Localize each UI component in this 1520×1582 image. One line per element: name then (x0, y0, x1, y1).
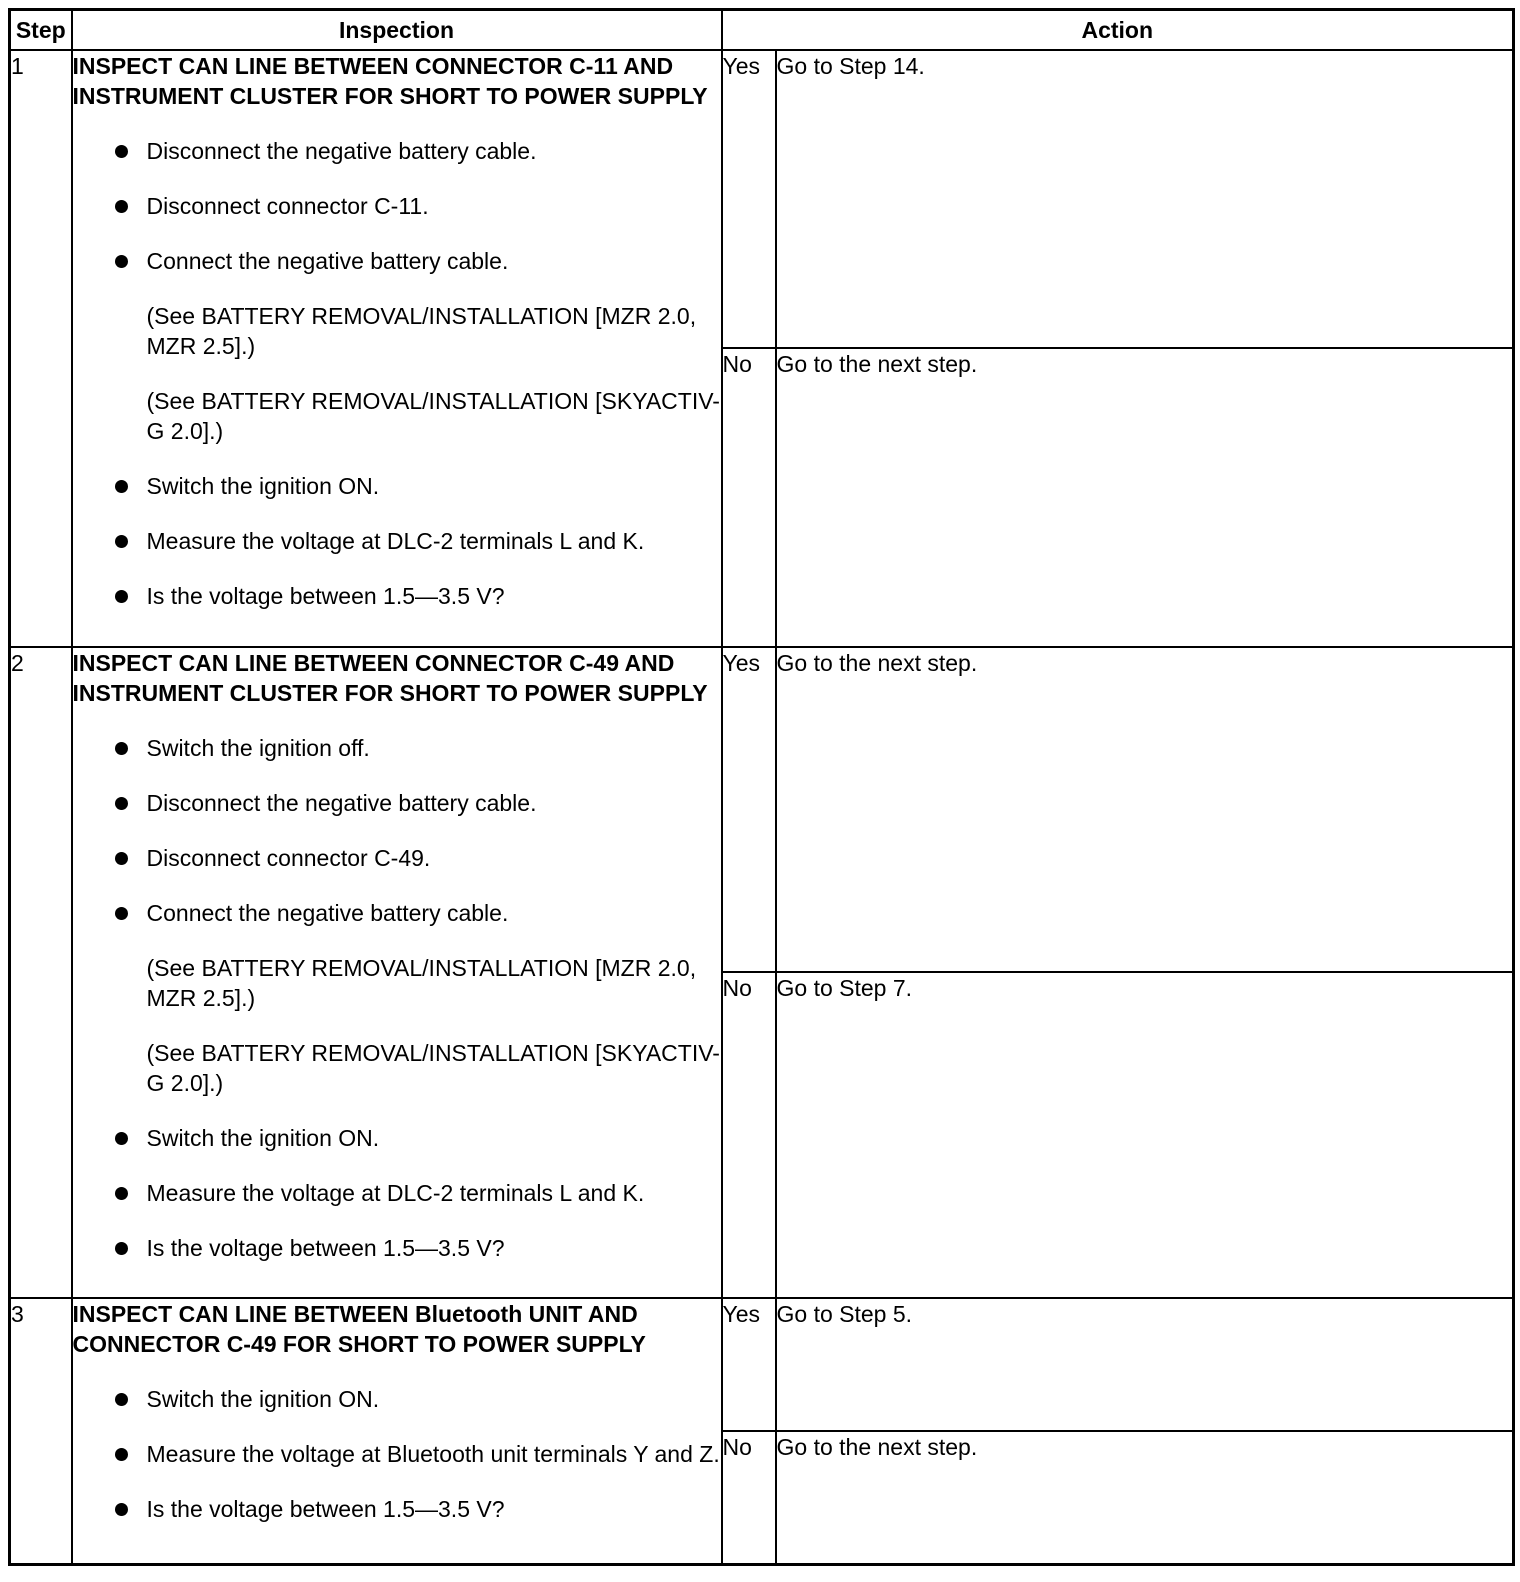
step-number: 2 (10, 647, 72, 1298)
bullet-dot-icon (115, 200, 128, 213)
bullet-item (73, 136, 721, 166)
yes-action: Go to Step 14. (776, 50, 1514, 348)
bullet-item (73, 733, 721, 763)
inspection-steps-list (73, 1384, 721, 1524)
item-text: Is the voltage between 1.5—3.5 V? (146, 583, 505, 609)
bullet-item (73, 1178, 721, 1208)
item-text: Is the voltage between 1.5—3.5 V? (146, 1496, 505, 1522)
bullet-item (73, 526, 721, 556)
item-text: (See BATTERY REMOVAL/INSTALLATION [MZR 2.0, MZR 2.5].) (146, 303, 697, 359)
diagnostic-procedure-table (8, 8, 1515, 1566)
yes-label: Yes (722, 1298, 776, 1431)
bullet-item (73, 898, 721, 928)
item-text: Measure the voltage at Bluetooth unit terminals Y and Z. (146, 1441, 720, 1467)
bullet-dot-icon (115, 1503, 128, 1516)
step-column-header: Step (10, 10, 72, 51)
no-label: No (722, 348, 776, 647)
bullet-dot-icon (115, 480, 128, 493)
reference-note (73, 386, 721, 446)
bullet-dot-icon (115, 1242, 128, 1255)
bullet-dot-icon (115, 742, 128, 755)
inspection-steps-list (73, 733, 721, 1263)
no-action: Go to Step 7. (776, 972, 1514, 1298)
yes-action: Go to the next step. (776, 647, 1514, 972)
bullet-dot-icon (115, 1393, 128, 1406)
reference-note (73, 1038, 721, 1098)
yes-action: Go to Step 5. (776, 1298, 1514, 1431)
bullet-item (73, 1233, 721, 1263)
bullet-item (73, 1494, 721, 1524)
bullet-dot-icon (115, 590, 128, 603)
item-text: (See BATTERY REMOVAL/INSTALLATION [MZR 2.0, MZR 2.5].) (146, 955, 697, 1011)
item-text: Switch the ignition ON. (146, 1125, 380, 1151)
no-action: Go to the next step. (776, 1431, 1514, 1564)
no-action: Go to the next step. (776, 348, 1514, 647)
step-yes-row (10, 50, 1514, 348)
item-text: Switch the ignition ON. (146, 473, 380, 499)
bullet-item (73, 1123, 721, 1153)
bullet-dot-icon (115, 1187, 128, 1200)
yes-label: Yes (722, 647, 776, 972)
bullet-item (73, 1384, 721, 1414)
bullet-item (73, 471, 721, 501)
item-text: Connect the negative battery cable. (146, 900, 509, 926)
bullet-dot-icon (115, 535, 128, 548)
bullet-item (73, 246, 721, 276)
bullet-item (73, 191, 721, 221)
no-label: No (722, 972, 776, 1298)
item-text: Switch the ignition ON. (146, 1386, 380, 1412)
inspection-column-header: Inspection (72, 10, 722, 51)
item-text: Is the voltage between 1.5—3.5 V? (146, 1235, 505, 1261)
item-text: Measure the voltage at DLC-2 terminals L and K. (146, 1180, 645, 1206)
bullet-dot-icon (115, 852, 128, 865)
item-text: (See BATTERY REMOVAL/INSTALLATION [SKYACTIV-G 2.0].) (146, 1040, 720, 1096)
inspection-title: INSPECT CAN LINE BETWEEN CONNECTOR C-49 AND INSTRUMENT CLUSTER FOR SHORT TO POWER SUPPLY (72, 650, 708, 706)
bullet-dot-icon (115, 145, 128, 158)
bullet-item (73, 1439, 721, 1469)
inspection-cell (72, 647, 722, 1298)
reference-note (73, 301, 721, 361)
item-text: Disconnect the negative battery cable. (146, 790, 537, 816)
item-text: Switch the ignition off. (146, 735, 370, 761)
bullet-item (73, 581, 721, 611)
bullet-dot-icon (115, 1448, 128, 1461)
item-text: Measure the voltage at DLC-2 terminals L and K. (146, 528, 645, 554)
item-text: Connect the negative battery cable. (146, 248, 509, 274)
item-text: Disconnect the negative battery cable. (146, 138, 537, 164)
inspection-cell (72, 1298, 722, 1564)
bullet-item (73, 788, 721, 818)
table-body (10, 50, 1514, 1564)
no-label: No (722, 1431, 776, 1564)
bullet-dot-icon (115, 1132, 128, 1145)
bullet-dot-icon (115, 797, 128, 810)
step-number: 1 (10, 50, 72, 647)
action-column-header: Action (722, 10, 1514, 51)
item-text: Disconnect connector C-49. (146, 845, 431, 871)
inspection-title: INSPECT CAN LINE BETWEEN Bluetooth UNIT AND CONNECTOR C-49 FOR SHORT TO POWER SUPPLY (72, 1301, 646, 1357)
reference-note (73, 953, 721, 1013)
step-yes-row (10, 1298, 1514, 1431)
bullet-dot-icon (115, 255, 128, 268)
inspection-title: INSPECT CAN LINE BETWEEN CONNECTOR C-11 AND INSTRUMENT CLUSTER FOR SHORT TO POWER SUPPLY (72, 53, 708, 109)
step-number: 3 (10, 1298, 72, 1564)
yes-label: Yes (722, 50, 776, 348)
bullet-dot-icon (115, 907, 128, 920)
inspection-steps-list (73, 136, 721, 611)
table-header-row (10, 10, 1514, 51)
bullet-item (73, 843, 721, 873)
item-text: Disconnect connector C-11. (146, 193, 429, 219)
step-yes-row (10, 647, 1514, 972)
item-text: (See BATTERY REMOVAL/INSTALLATION [SKYACTIV-G 2.0].) (146, 388, 720, 444)
inspection-cell (72, 50, 722, 647)
